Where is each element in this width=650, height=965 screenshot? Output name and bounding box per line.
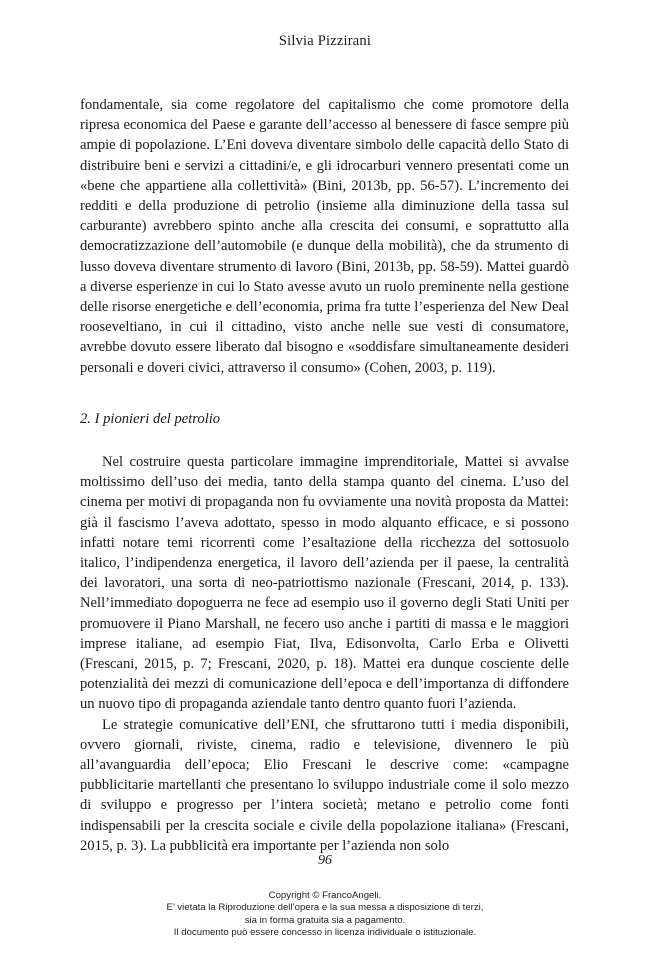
section-body	[80, 452, 569, 856]
copyright-line: E’ vietata la Riproduzione dell’opera e la sua messa a disposizione di terzi,	[166, 902, 484, 914]
paragraph: Le strategie comunicative dell’ENI, che sfruttarono tutti i media disponibili, ovvero giornali, riviste, cinema, radio e televisione, divennero le più all’avanguardia dell’epoca; Elio Frescani le descrive come: «campagne pubblicitarie martellanti che presentano lo sviluppo industriale come il solo mezzo di sviluppo e progresso per l’intera società; metano e petrolio come fonti indispensabili per la crescita sociale e civile della popolazione italiana» (Frescani, 2015, p. 3). La pubblicità era importante per l’azienda non solo	[80, 716, 569, 854]
copyright-line: sia in forma gratuita sia a pagamento.	[244, 914, 406, 926]
running-header-author: Silvia Pizzirani	[278, 33, 372, 49]
section-heading: 2. I pionieri del petrolio	[80, 411, 221, 427]
body-text-continued	[80, 95, 569, 378]
copyright-line: Il documento può essere concesso in licenza individuale o istituzionale.	[173, 927, 477, 939]
paragraph: Nel costruire questa particolare immagine imprenditoriale, Mattei si avvalse moltissimo dell’uso dei media, tanto della stampa quanto del cinema. L’uso del cinema per motivi di propaganda non fu ovviamente una novità proposta da Mattei: già il fascismo l’aveva adottato, spesso in modo alquanto efficace, e si possono infatti notare temi ricorrenti come l’esaltazione della ricchezza del sottosuolo italico, l’indipendenza energetica, il lavoro dell’azienda per il paese, la centralità dei lavoratori, una sorta di neo-patriottismo nazionale (Frescani, 2014, p. 133). Nell’immediato dopoguerra ne fece ad esempio uso il governo degli Stati Uniti per promuovere il Piano Marshall, ne fecero uso anche i partiti di massa e le maggiori imprese italiane, ad esempio Fiat, Ilva, Edisonvolta, Carlo Erba e Olivetti (Frescani, 2015, p. 7; Frescani, 2020, p. 18). Mattei era dunque cosciente delle potenzialità dei mezzi di comunicazione dell’epoca e dell’importanza di diffondere un nuovo tipo di propaganda aziendale tanto dentro quanto fuori l’azienda.	[80, 454, 569, 713]
paragraph: fondamentale, sia come regolatore del capitalismo che come promotore della ripresa economica del Paese e garante dell’accesso al benessere di fasce sempre più ampie di popolazione. L’Eni doveva diventare simbolo delle capacità dello Stato di distribuire beni e servizi a cittadini/e, e gli idrocarburi vennero presentati come un «bene che appartiene alla collettività» (Bini, 2013b, pp. 56-57). L’incremento dei redditi e della produzione di petrolio (insieme alla diminuzione della tassa sul carburante) avrebbero spinto anche alla crescita dei consumi, e soprattutto alla democratizzazione dell’automobile (e dunque della mobilità), che da strumento di lusso doveva diventare strumento di lavoro (Bini, 2013b, pp. 58-59). Mattei guardò a diverse esperienze in cui lo Stato avesse avuto un ruolo preminente nella gestione delle risorse energetiche e dell’economia, prima fra tutte l’esperienza del New Deal rooseveltiano, in cui il cittadino, visto anche nelle sue vesti di consumatore, avrebbe dovuto essere liberato dal bisogno e «soddisfare simultaneamente desideri personali e doveri civici, attraverso il consumo» (Cohen, 2003, p. 119).	[80, 97, 569, 376]
page-number: 96	[318, 853, 332, 868]
copyright-line: Copyright © FrancoAngeli.	[268, 890, 382, 901]
copyright-notice	[0, 890, 650, 940]
